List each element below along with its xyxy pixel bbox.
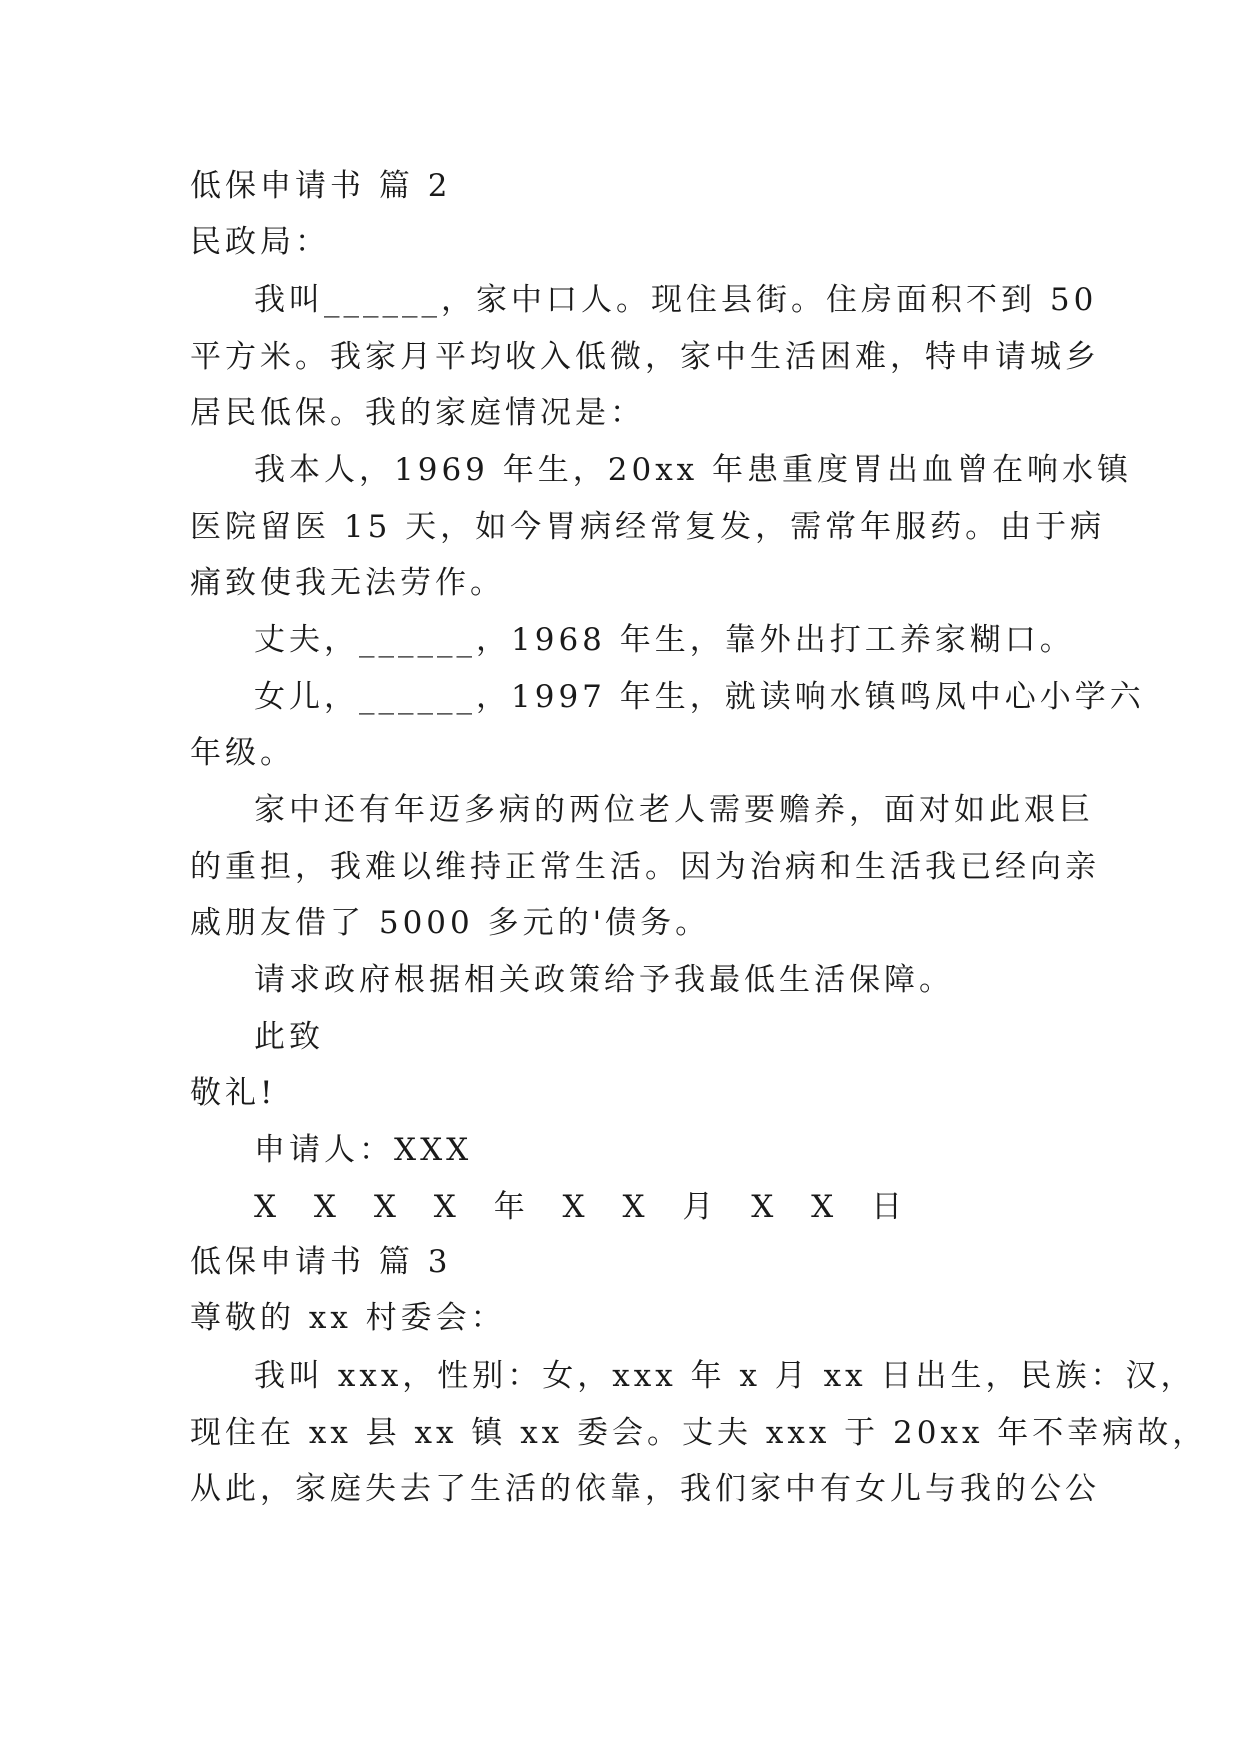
paragraph-line: 平方米。我家月平均收入低微，家中生活困难，特申请城乡 — [190, 339, 1100, 375]
paragraph-line: 痛致使我无法劳作。 — [190, 565, 505, 601]
salutation: 民政局： — [190, 224, 330, 260]
paragraph-line: 从此，家庭失去了生活的依靠，我们家中有女儿与我的公公 — [190, 1471, 1100, 1507]
paragraph-line: 女儿，______，1997 年生，就读响水镇鸣凤中心小学六 — [254, 679, 1145, 715]
closing-line: 此致 — [254, 1019, 324, 1055]
paragraph-line: 我叫 xxx，性别：女，xxx 年 x 月 xx 日出生，民族：汉， — [254, 1358, 1196, 1394]
salutation: 尊敬的 xx 村委会： — [190, 1300, 506, 1336]
paragraph-line: 戚朋友借了 5000 多元的'债务。 — [190, 905, 711, 941]
paragraph-line: 请求政府根据相关政策给予我最低生活保障。 — [254, 962, 954, 998]
paragraph-line: 我本人，1969 年生，20xx 年患重度胃出血曾在响水镇 — [254, 452, 1133, 488]
paragraph-line: 年级。 — [190, 735, 295, 771]
closing-line: 敬礼! — [190, 1075, 277, 1111]
paragraph-line: 我叫______，家中口人。现住县街。住房面积不到 50 — [254, 282, 1098, 318]
paragraph-line: 医院留医 15 天，如今胃病经常复发，需常年服药。由于病 — [190, 509, 1106, 545]
paragraph-line: 居民低保。我的家庭情况是： — [190, 395, 645, 431]
applicant-signature: 申请人：XXX — [254, 1132, 473, 1168]
paragraph-line: 家中还有年迈多病的两位老人需要赡养，面对如此艰巨 — [254, 792, 1094, 828]
paragraph-line: 的重担，我难以维持正常生活。因为治病和生活我已经向亲 — [190, 849, 1100, 885]
section-heading: 低保申请书 篇 2 — [190, 168, 452, 204]
paragraph-line: 丈夫，______，1968 年生，靠外出打工养家糊口。 — [254, 622, 1075, 658]
section-heading: 低保申请书 篇 3 — [190, 1244, 452, 1280]
date-line: X X X X 年 X X 月 X X 日 — [254, 1189, 917, 1225]
paragraph-line: 现住在 xx 县 xx 镇 xx 委会。丈夫 xxx 于 20xx 年不幸病故， — [190, 1415, 1208, 1451]
